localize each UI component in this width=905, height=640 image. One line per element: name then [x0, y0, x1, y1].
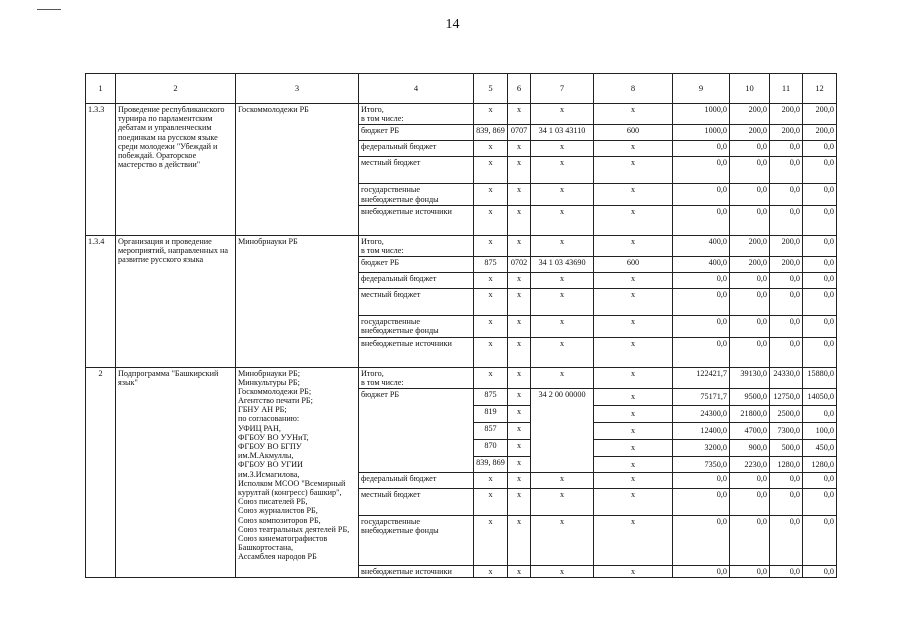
table-cell: х	[508, 388, 531, 405]
table-cell: 0,0	[803, 141, 837, 157]
table-cell: 0,0	[803, 235, 837, 256]
column-header: 6	[508, 74, 531, 104]
table-cell: х	[594, 388, 673, 405]
table-cell: х	[594, 157, 673, 184]
table-cell: х	[531, 488, 594, 515]
column-header: 4	[359, 74, 474, 104]
table-cell: 0702	[508, 257, 531, 273]
table-cell: 75171,7	[673, 388, 730, 405]
table-cell: х	[594, 422, 673, 439]
item-executor: Минобрнауки РБ	[236, 235, 359, 367]
table-cell: х	[508, 157, 531, 184]
funding-source: государственные внебюджетные фонды	[359, 184, 474, 205]
item-name: Организация и проведение мероприятий, направленных на развитие русского языка	[116, 235, 236, 367]
table-cell: х	[508, 184, 531, 205]
table-row	[86, 235, 837, 256]
table-cell: х	[508, 337, 531, 367]
budget-table	[85, 73, 837, 578]
table-cell: 0,0	[673, 316, 730, 337]
table-cell: х	[531, 515, 594, 565]
table-cell: х	[531, 565, 594, 577]
table-cell: х	[474, 184, 508, 205]
table-cell: 0,0	[673, 157, 730, 184]
table-cell: 900,0	[730, 439, 770, 456]
table-cell: 0,0	[730, 157, 770, 184]
table-cell: 0,0	[673, 472, 730, 488]
table-cell: х	[594, 439, 673, 456]
funding-source: федеральный бюджет	[359, 472, 474, 488]
table-cell: 200,0	[770, 104, 803, 125]
table-cell: 200,0	[803, 125, 837, 141]
table-cell: х	[531, 337, 594, 367]
table-cell: 200,0	[730, 257, 770, 273]
table-cell: х	[594, 456, 673, 472]
table-cell: 0,0	[770, 289, 803, 316]
table-cell: 12750,0	[770, 388, 803, 405]
table-cell: 0,0	[673, 205, 730, 235]
table-cell: 12400,0	[673, 422, 730, 439]
table-cell: 0,0	[730, 273, 770, 289]
table-cell: 0,0	[730, 488, 770, 515]
table-cell: 0,0	[673, 565, 730, 577]
table-cell: х	[531, 316, 594, 337]
table-cell: 34 1 03 43690	[531, 257, 594, 273]
table-cell: х	[474, 235, 508, 256]
table-cell: 0,0	[770, 472, 803, 488]
table-cell: 200,0	[770, 257, 803, 273]
table-cell: 0,0	[730, 316, 770, 337]
table-cell: 0,0	[770, 337, 803, 367]
funding-source: внебюджетные источники	[359, 337, 474, 367]
table-cell: 0,0	[803, 337, 837, 367]
table-cell: 400,0	[673, 257, 730, 273]
table-cell: х	[508, 273, 531, 289]
table-cell: 0,0	[803, 488, 837, 515]
table-cell: 0,0	[770, 565, 803, 577]
table-cell: 1280,0	[770, 456, 803, 472]
table-cell: 21800,0	[730, 405, 770, 422]
table-cell: 0,0	[803, 565, 837, 577]
table-cell: 450,0	[803, 439, 837, 456]
table-cell: 0,0	[770, 273, 803, 289]
table-cell: 0,0	[730, 515, 770, 565]
table-cell: 2500,0	[770, 405, 803, 422]
table-cell: х	[594, 316, 673, 337]
table-cell: х	[508, 439, 531, 456]
table-cell: х	[594, 289, 673, 316]
table-cell: х	[474, 565, 508, 577]
table-cell: 24300,0	[673, 405, 730, 422]
table-cell: х	[531, 273, 594, 289]
table-cell: х	[508, 565, 531, 577]
table-cell: х	[508, 367, 531, 388]
table-cell: 0,0	[673, 488, 730, 515]
table-cell: 100,0	[803, 422, 837, 439]
table-cell: 0,0	[770, 488, 803, 515]
column-header: 9	[673, 74, 730, 104]
table-cell: 400,0	[673, 235, 730, 256]
table-cell: 7350,0	[673, 456, 730, 472]
table-cell: 0707	[508, 125, 531, 141]
table-cell: 200,0	[803, 104, 837, 125]
column-header: 3	[236, 74, 359, 104]
table-cell: 0,0	[803, 257, 837, 273]
table-cell: 34 1 03 43110	[531, 125, 594, 141]
table-cell: х	[594, 488, 673, 515]
table-cell: х	[508, 235, 531, 256]
funding-source: федеральный бюджет	[359, 273, 474, 289]
table-cell: 7300,0	[770, 422, 803, 439]
table-cell: х	[594, 235, 673, 256]
table-cell: х	[508, 456, 531, 472]
column-header: 11	[770, 74, 803, 104]
table-cell: х	[531, 472, 594, 488]
column-header: 5	[474, 74, 508, 104]
table-cell: 200,0	[730, 104, 770, 125]
table-cell: х	[594, 141, 673, 157]
table-cell: х	[508, 405, 531, 422]
table-cell: х	[474, 316, 508, 337]
table-cell: 500,0	[770, 439, 803, 456]
table-cell: 0,0	[803, 157, 837, 184]
table-row	[86, 104, 837, 125]
page-number: 14	[445, 17, 460, 32]
table-cell: х	[594, 104, 673, 125]
table-cell: 0,0	[770, 157, 803, 184]
subprogram-total-row	[86, 367, 837, 388]
item-number: 1.3.3	[86, 104, 116, 236]
table-cell: 0,0	[730, 337, 770, 367]
table-cell: 0,0	[803, 289, 837, 316]
funding-source: бюджет РБ	[359, 257, 474, 273]
table-cell: х	[531, 104, 594, 125]
item-name: Подпрограмма "Башкирский язык"	[116, 367, 236, 578]
funding-source: внебюджетные источники	[359, 565, 474, 577]
table-cell: 600	[594, 125, 673, 141]
item-name: Проведение республиканского турнира по парламентским дебатам и управленческим поединкам на русском языке среди молодежи "Убеждай и побеждай. Ораторское мастерство в действии"	[116, 104, 236, 236]
table-cell: 14050,0	[803, 388, 837, 405]
table-cell: 1000,0	[673, 125, 730, 141]
table-cell: х	[531, 157, 594, 184]
table-cell: 200,0	[770, 235, 803, 256]
table-cell: 870	[474, 439, 508, 456]
column-header: 2	[116, 74, 236, 104]
table-cell: х	[594, 367, 673, 388]
table-cell: х	[594, 337, 673, 367]
table-cell: 0,0	[770, 515, 803, 565]
item-number: 1.3.4	[86, 235, 116, 367]
funding-source: внебюджетные источники	[359, 205, 474, 235]
table-cell: 34 2 00 00000	[531, 388, 594, 472]
table-cell: 0,0	[803, 515, 837, 565]
funding-source: бюджет РБ	[359, 388, 474, 472]
funding-source: местный бюджет	[359, 157, 474, 184]
table-cell: 0,0	[730, 472, 770, 488]
table-cell: х	[474, 337, 508, 367]
table-cell: 0,0	[770, 184, 803, 205]
table-cell: х	[474, 289, 508, 316]
funding-source: Итого, в том числе:	[359, 367, 474, 388]
table-cell: 4700,0	[730, 422, 770, 439]
column-header: 8	[594, 74, 673, 104]
table-cell: 0,0	[730, 141, 770, 157]
column-header: 10	[730, 74, 770, 104]
table-cell: х	[474, 367, 508, 388]
table-cell: х	[508, 289, 531, 316]
table-cell: 0,0	[673, 184, 730, 205]
table-cell: х	[531, 184, 594, 205]
table-cell: х	[594, 205, 673, 235]
table-cell: 0,0	[673, 337, 730, 367]
table-cell: х	[508, 316, 531, 337]
table-cell: 200,0	[730, 235, 770, 256]
table-cell: 0,0	[803, 184, 837, 205]
funding-source: федеральный бюджет	[359, 141, 474, 157]
table-cell: 0,0	[803, 405, 837, 422]
item-executor: Госкоммолодежи РБ	[236, 104, 359, 236]
table-cell: х	[508, 488, 531, 515]
table-cell: х	[474, 141, 508, 157]
table-cell: 875	[474, 257, 508, 273]
funding-source: государственные внебюджетные фонды	[359, 316, 474, 337]
table-cell: 200,0	[730, 125, 770, 141]
table-cell: х	[594, 472, 673, 488]
table-cell: х	[508, 141, 531, 157]
table-cell: 1000,0	[673, 104, 730, 125]
column-header: 7	[531, 74, 594, 104]
table-cell: х	[508, 515, 531, 565]
item-executor: Минобрнауки РБ; Минкультуры РБ; Госкоммолодежи РБ; Агентство печати РБ; ГБНУ АН РБ; по согласованию: УФИЦ РАН, ФГБОУ ВО УУНиТ, ФГБОУ ВО БГПУ им.М.Акмуллы, ФГБОУ ВО УГИИ им.З.Исмагилова, Исполком МСОО "Всемирный курултай (конгресс) башкир", Союз писателей РБ, Союз журналистов РБ, Союз композиторов РБ, Союз театральных деятелей РБ, Союз кинематографистов Башкортостана, Ассамблея народов РБ	[236, 367, 359, 578]
table-cell: х	[508, 472, 531, 488]
table-cell: х	[594, 515, 673, 565]
table-cell: 0,0	[673, 141, 730, 157]
table-cell: 0,0	[673, 515, 730, 565]
table-cell: 0,0	[803, 273, 837, 289]
table-cell: 1280,0	[803, 456, 837, 472]
table-cell: 0,0	[673, 273, 730, 289]
table-cell: 0,0	[730, 565, 770, 577]
column-header: 1	[86, 74, 116, 104]
table-cell: 200,0	[770, 125, 803, 141]
table-cell: 0,0	[770, 316, 803, 337]
table-cell: х	[531, 205, 594, 235]
table-cell: х	[474, 273, 508, 289]
table-cell: 0,0	[730, 205, 770, 235]
table-cell: 2230,0	[730, 456, 770, 472]
table-cell: х	[594, 565, 673, 577]
funding-source: государственные внебюджетные фонды	[359, 515, 474, 565]
table-cell: х	[531, 235, 594, 256]
table-cell: 0,0	[673, 289, 730, 316]
funding-source: местный бюджет	[359, 289, 474, 316]
table-cell: 39130,0	[730, 367, 770, 388]
table-cell: 122421,7	[673, 367, 730, 388]
funding-source: бюджет РБ	[359, 125, 474, 141]
table-cell: 819	[474, 405, 508, 422]
table-cell: х	[474, 472, 508, 488]
table-cell: х	[531, 141, 594, 157]
table-cell: 0,0	[803, 205, 837, 235]
table-cell: х	[474, 205, 508, 235]
table-cell: 839, 869	[474, 125, 508, 141]
funding-source: Итого, в том числе:	[359, 104, 474, 125]
table-cell: 0,0	[770, 205, 803, 235]
table-cell: 9500,0	[730, 388, 770, 405]
table-cell: х	[474, 515, 508, 565]
item-number: 2	[86, 367, 116, 578]
table-cell: 839, 869	[474, 456, 508, 472]
table-cell: 24330,0	[770, 367, 803, 388]
table-cell: х	[474, 157, 508, 184]
table-cell: 857	[474, 422, 508, 439]
table-cell: х	[474, 104, 508, 125]
table-header-row	[86, 74, 837, 104]
table-cell: 0,0	[730, 184, 770, 205]
funding-source: местный бюджет	[359, 488, 474, 515]
funding-source: Итого, в том числе:	[359, 235, 474, 256]
table-cell: х	[508, 205, 531, 235]
table-cell: х	[508, 104, 531, 125]
table-cell: х	[508, 422, 531, 439]
table-cell: 875	[474, 388, 508, 405]
corner-mark	[37, 9, 61, 10]
table-cell: х	[594, 405, 673, 422]
table-cell: 3200,0	[673, 439, 730, 456]
table-cell: х	[474, 488, 508, 515]
table-cell: 0,0	[770, 141, 803, 157]
table-cell: х	[594, 184, 673, 205]
table-cell: 0,0	[803, 316, 837, 337]
table-cell: 600	[594, 257, 673, 273]
table-cell: х	[531, 367, 594, 388]
table-cell: 0,0	[730, 289, 770, 316]
table-cell: 15880,0	[803, 367, 837, 388]
table-cell: х	[531, 289, 594, 316]
table-cell: х	[594, 273, 673, 289]
column-header: 12	[803, 74, 837, 104]
table-cell: 0,0	[803, 472, 837, 488]
